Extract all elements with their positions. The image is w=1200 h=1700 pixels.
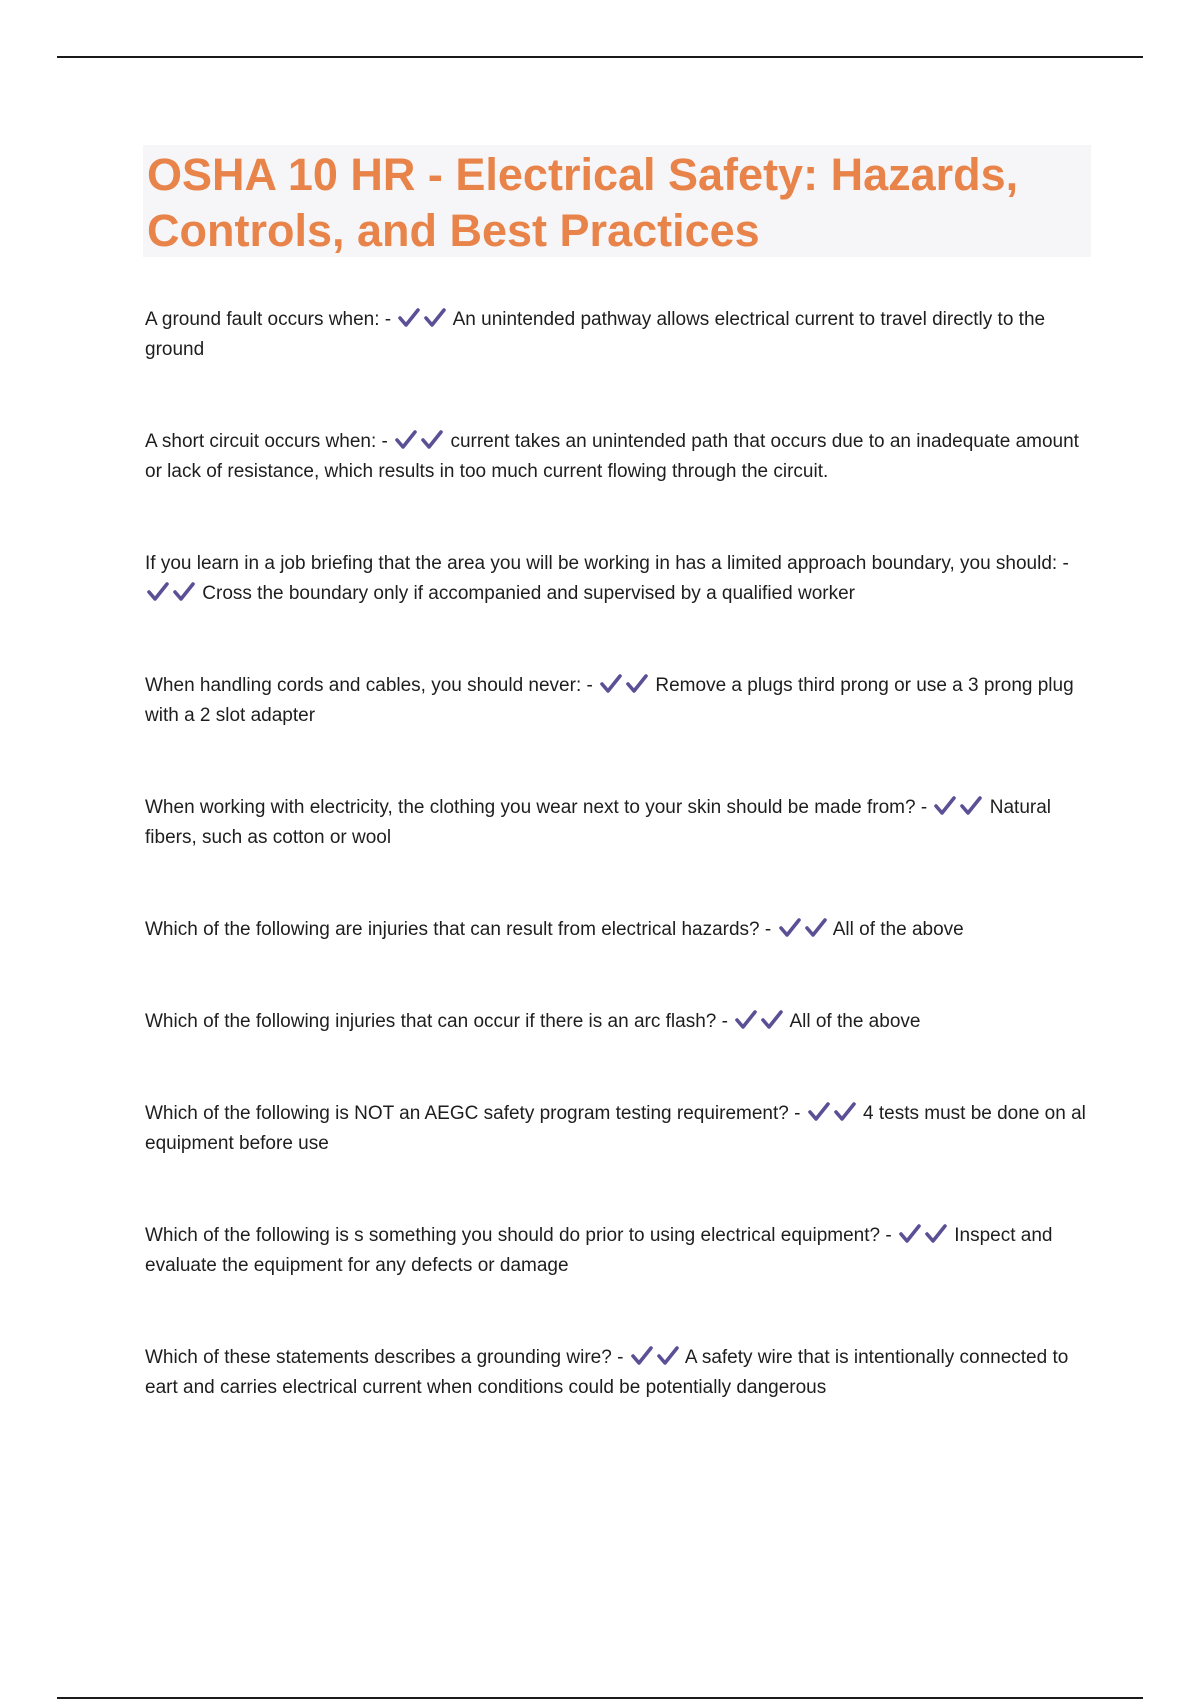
bottom-rule [57, 1697, 1143, 1699]
qa-item [145, 915, 1095, 945]
question-text: Which of the following injuries that can occur if there is an arc flash? - [145, 1011, 728, 1032]
check-icon [420, 429, 444, 451]
check-icon [625, 673, 649, 695]
check-icon [760, 1009, 784, 1031]
answer-text: A safety wire that is intentionally connected to eart and carries electrical current when conditions could be potentially dangerous [145, 1347, 1069, 1398]
check-icon [630, 1345, 654, 1367]
check-icon [394, 429, 418, 451]
title-banner [143, 145, 1091, 257]
check-icon [833, 1101, 857, 1123]
check-icon [423, 307, 447, 329]
qa-item [145, 1007, 1095, 1037]
top-rule [57, 56, 1143, 58]
qa-item [145, 671, 1095, 731]
qa-item [145, 1099, 1095, 1159]
check-icon [599, 673, 623, 695]
check-icon [959, 795, 983, 817]
qa-list [145, 305, 1095, 1465]
answer-text: Remove a plugs third prong or use a 3 prong plug with a 2 slot adapter [145, 675, 1074, 726]
check-icon [778, 917, 802, 939]
answer-text: Natural fibers, such as cotton or wool [145, 797, 1051, 848]
document-title: OSHA 10 HR - Electrical Safety: Hazards, Controls, and Best Practices [147, 149, 1019, 256]
check-icon [933, 795, 957, 817]
qa-item [145, 793, 1095, 853]
check-icon [146, 581, 170, 603]
answer-text: 4 tests must be done on al equipment before use [145, 1103, 1086, 1154]
answer-text: Inspect and evaluate the equipment for any defects or damage [145, 1225, 1053, 1276]
answer-text: Cross the boundary only if accompanied and supervised by a qualified worker [202, 583, 855, 604]
answer-text: An unintended pathway allows electrical current to travel directly to the ground [145, 309, 1046, 360]
check-icon [898, 1223, 922, 1245]
answer-text: current takes an unintended path that occurs due to an inadequate amount or lack of resistance, which results in too much current flowing through the circuit. [145, 431, 1079, 482]
answer-text: All of the above [832, 919, 964, 940]
qa-item [145, 427, 1095, 487]
check-icon [804, 917, 828, 939]
qa-item [145, 549, 1095, 609]
question-text: When working with electricity, the clothing you wear next to your skin should be made from? - [145, 797, 928, 818]
check-icon [397, 307, 421, 329]
question-text: Which of these statements describes a grounding wire? - [145, 1347, 624, 1368]
qa-item [145, 305, 1095, 365]
check-icon [172, 581, 196, 603]
check-icon [734, 1009, 758, 1031]
qa-item [145, 1343, 1095, 1403]
question-text: Which of the following is s something you should do prior to using electrical equipment? - [145, 1225, 892, 1246]
question-text: Which of the following are injuries that can result from electrical hazards? - [145, 919, 772, 940]
question-text: Which of the following is NOT an AEGC safety program testing requirement? - [145, 1103, 801, 1124]
qa-item [145, 1221, 1095, 1281]
check-icon [807, 1101, 831, 1123]
question-text: If you learn in a job briefing that the area you will be working in has a limited approach boundary, you should: - [145, 553, 1069, 574]
question-text: A ground fault occurs when: - [145, 309, 392, 330]
check-icon [656, 1345, 680, 1367]
check-icon [924, 1223, 948, 1245]
answer-text: All of the above [789, 1011, 921, 1032]
question-text: A short circuit occurs when: - [145, 431, 388, 452]
question-text: When handling cords and cables, you should never: - [145, 675, 593, 696]
